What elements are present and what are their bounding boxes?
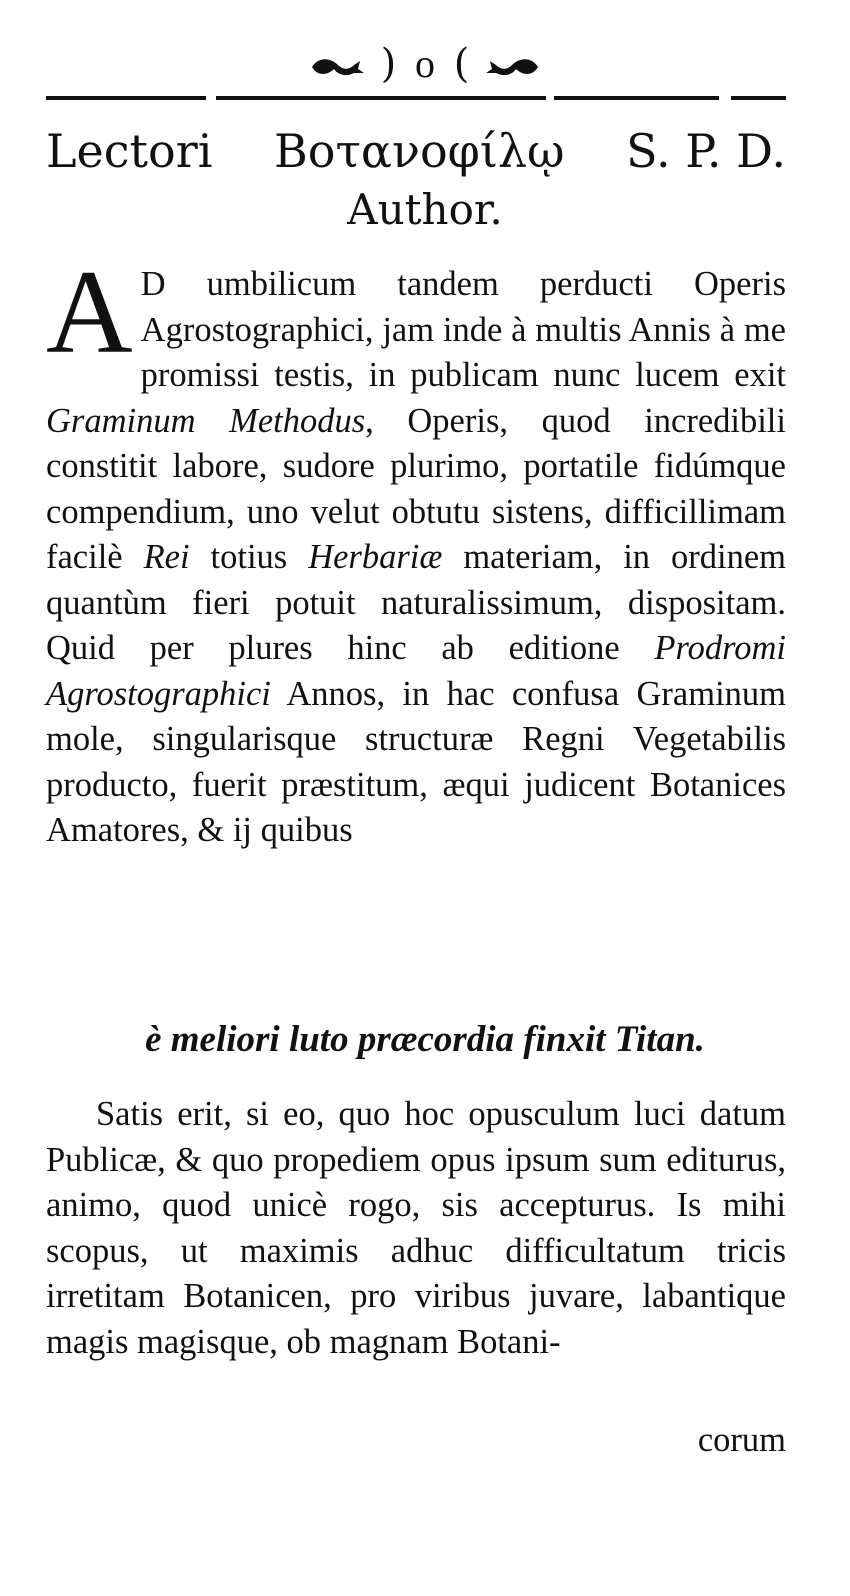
verse-quotation: è meliori luto præcordia finxit Titan. [145,1019,705,1060]
author-heading: Author. [347,185,503,234]
catchword: corum [697,1421,786,1459]
title-greek: Βοτανοφίλῳ [273,124,565,178]
paragraph-1: A D umbilicum tandem perducti Operis Agrostographici, jam inde à multis Annis à me promissi testis, in publicam nunc lucem exit Graminum Methodus, Operis, quod incredibili constitit labore, sudore plurimo, portatile fidúmque compendium, uno velut obtutu sistens, difficillimam facilè Rei totius Herbariæ materiam, in ordinem quantùm fieri potuit naturalissimum, dispositam. Quid per plures hinc ab editione Prodromi Agrostographici Annos, in hac confusa Graminum mole, singularisque structuræ Regni Vegetabilis producto, fuerit præstitum, æqui judicent Botanices Amatores, & ij quibus [46,245,786,849]
fleuron-left-icon [308,53,368,81]
head-rule [46,94,786,102]
title-spd: S. P. D. [626,124,786,178]
title-lectori: Lectori [46,124,213,178]
drop-cap: A [46,245,133,378]
paragraph-2: Satis erit, si eo, quo hoc opusculum luci datum Publicæ, & quo propediem opus ipsum sum editurus, animo, quod unicè rogo, sis accepturus. Is mihi scopus, ut maximis adhuc difficultatum tricis irretitam Botanicen, pro viribus juvare, labantique magis magisque, ob magnam Botani- [46,1095,786,1361]
running-head: ) o ( [0,40,850,88]
page-title [46,122,786,180]
page-number: o [415,41,435,86]
fleuron-right-icon [482,53,542,81]
